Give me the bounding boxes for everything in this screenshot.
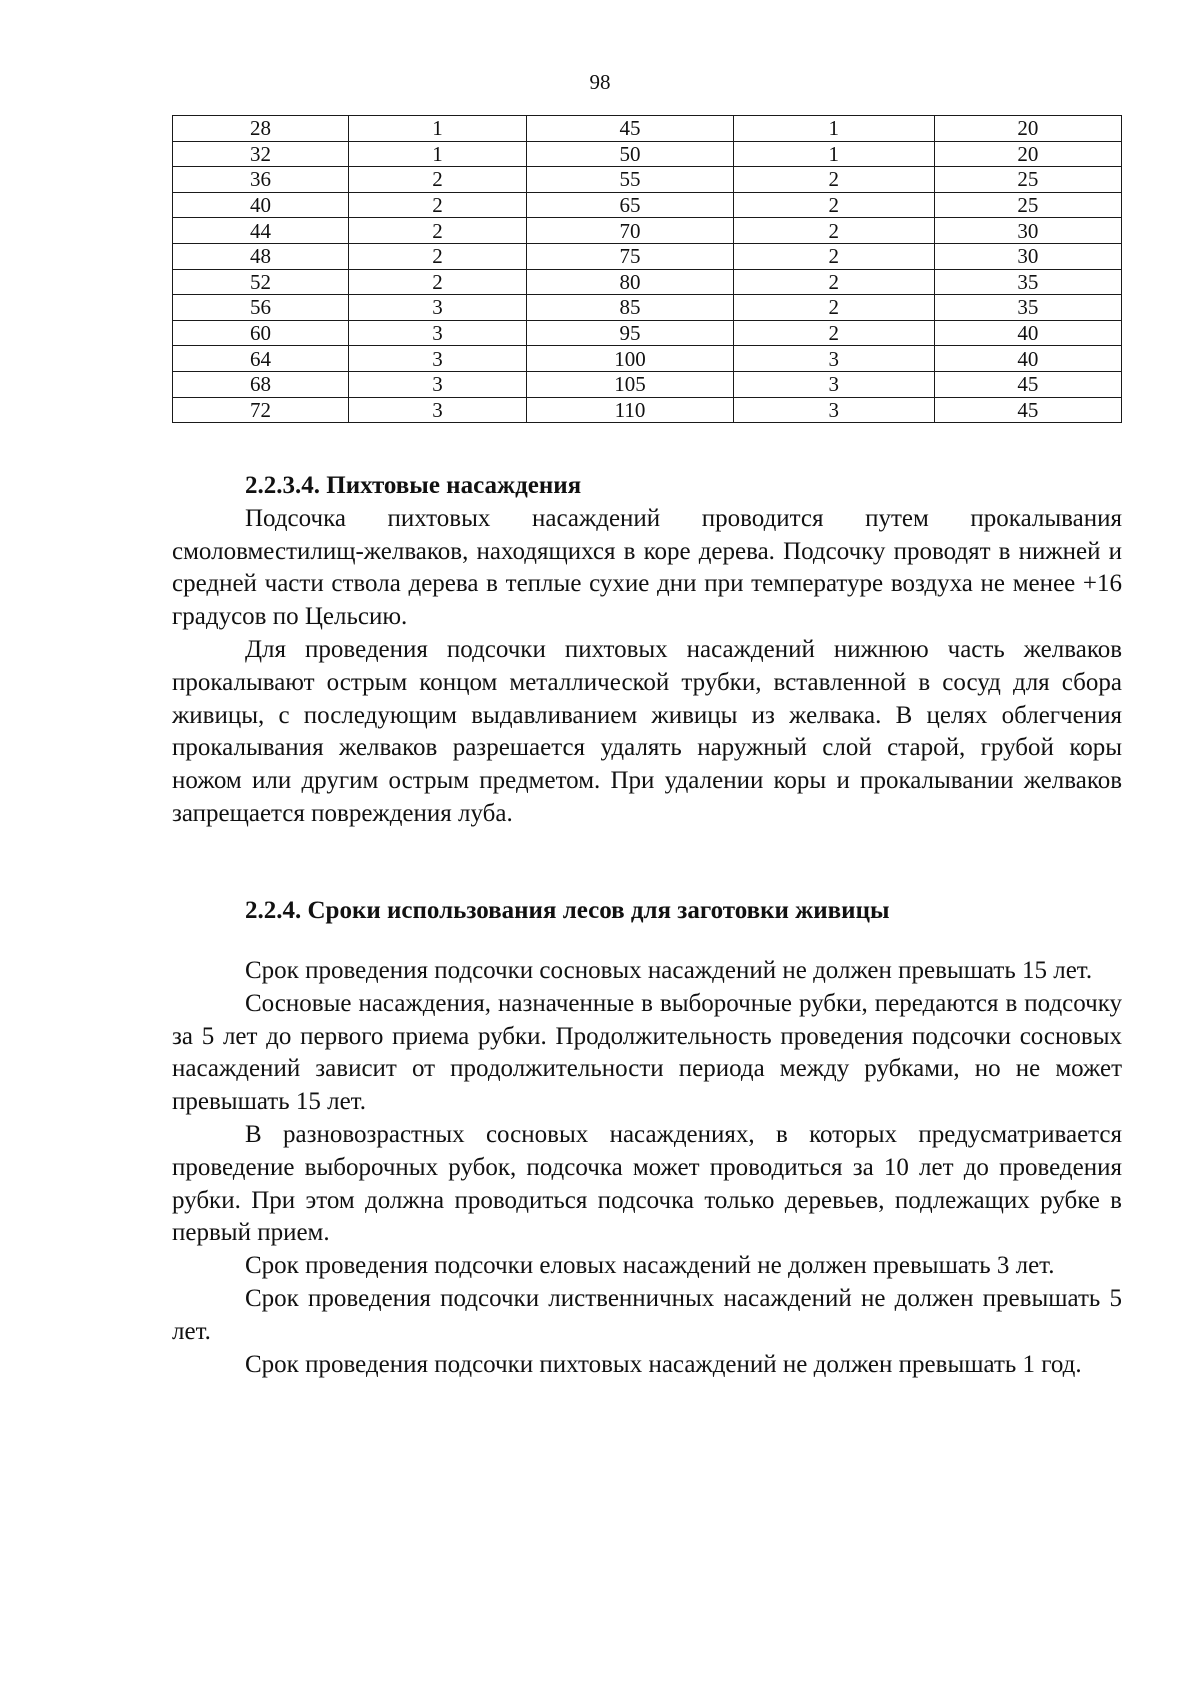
table-cell: 2 (349, 218, 527, 244)
table-row (173, 346, 1122, 372)
table-cell: 40 (934, 320, 1121, 346)
table-cell: 1 (733, 141, 934, 167)
page-number: 98 (589, 70, 611, 94)
paragraph: Сосновые насаждения, назначенные в выборочные рубки, передаются в подсочку за 5 лет до первого приема рубки. Продолжительность проведения подсочки сосновых насаждений зависит от продолжительности периода между рубками, но не может превышать 15 лет. (172, 989, 1122, 1116)
table-cell: 35 (934, 269, 1121, 295)
table-cell: 1 (349, 116, 527, 142)
data-table (172, 115, 1122, 423)
table-cell: 100 (527, 346, 734, 372)
table-row (173, 192, 1122, 218)
table-row (173, 141, 1122, 167)
table-cell: 45 (934, 371, 1121, 397)
table-row (173, 371, 1122, 397)
paragraph: Срок проведения подсочки сосновых насаждений не должен превышать 15 лет. (245, 957, 1093, 984)
table-cell: 30 (934, 218, 1121, 244)
paragraph: Подсочка пихтовых насаждений проводится путем прокалывания смоловместилищ-желваков, находящихся в коре дерева. Подсочку проводят в нижней и средней части ствола дерева в теплые сухие дни при температуре воздуха не менее +16 градусов по Цельсию. (172, 504, 1122, 631)
table-cell: 2 (733, 243, 934, 269)
table-cell: 35 (934, 295, 1121, 321)
table-cell: 50 (527, 141, 734, 167)
table-cell: 1 (733, 116, 934, 142)
table-cell: 2 (349, 243, 527, 269)
table-cell: 3 (349, 371, 527, 397)
table-cell: 32 (173, 141, 349, 167)
table-row (173, 320, 1122, 346)
table-cell: 20 (934, 116, 1121, 142)
table-cell: 95 (527, 320, 734, 346)
table-cell: 40 (173, 192, 349, 218)
table-cell: 56 (173, 295, 349, 321)
table-cell: 2 (733, 269, 934, 295)
table-cell: 65 (527, 192, 734, 218)
paragraph: Срок проведения подсочки пихтовых насаждений не должен превышать 1 год. (245, 1350, 1082, 1378)
table-cell: 30 (934, 243, 1121, 269)
table-cell: 48 (173, 243, 349, 269)
paragraph: Для проведения подсочки пихтовых насаждений нижнюю часть желваков прокалывают острым концом металлической трубки, вставленной в сосуд для сбора живицы, с последующим выдавливанием живицы из желвака. В целях облегчения прокалывания желваков разрешается удалять наружный слой старой, грубой коры ножом или другим острым предметом. При удалении коры и прокалывании желваков запрещается повреждения луба. (172, 635, 1122, 827)
section-heading: 2.2.4. Сроки использования лесов для заготовки живицы (245, 897, 890, 924)
table-cell: 44 (173, 218, 349, 244)
table-cell: 3 (733, 397, 934, 423)
table-cell: 3 (733, 346, 934, 372)
table-cell: 2 (349, 167, 527, 193)
table-cell: 25 (934, 167, 1121, 193)
section-terms-heading-block (172, 895, 1122, 928)
table-cell: 28 (173, 116, 349, 142)
table-cell: 60 (173, 320, 349, 346)
table-cell: 3 (349, 295, 527, 321)
table-cell: 52 (173, 269, 349, 295)
table-row (173, 243, 1122, 269)
table-cell: 2 (733, 295, 934, 321)
table-row (173, 218, 1122, 244)
table-cell: 25 (934, 192, 1121, 218)
table-cell: 105 (527, 371, 734, 397)
table-row (173, 116, 1122, 142)
table-cell: 85 (527, 295, 734, 321)
table-cell: 2 (733, 218, 934, 244)
table-cell: 75 (527, 243, 734, 269)
table-cell: 20 (934, 141, 1121, 167)
table-cell: 110 (527, 397, 734, 423)
section-fir-stands (172, 470, 1122, 831)
paragraph: В разновозрастных сосновых насаждениях, в которых предусматривается проведение выборочных рубок, подсочка может проводиться за 10 лет до проведения рубки. При этом должна проводиться подсочка только деревьев, подлежащих рубке в первый прием. (172, 1120, 1122, 1247)
paragraph: Срок проведения подсочки лиственничных насаждений не должен превышать 5 лет. (172, 1284, 1122, 1345)
table-cell: 1 (349, 141, 527, 167)
section-heading: 2.2.3.4. Пихтовые насаждения (245, 472, 582, 499)
table-cell: 80 (527, 269, 734, 295)
table-cell: 3 (733, 371, 934, 397)
table-cell: 55 (527, 167, 734, 193)
table-cell: 72 (173, 397, 349, 423)
paragraph: Срок проведения подсочки еловых насаждений не должен превышать 3 лет. (245, 1252, 1055, 1280)
table-cell: 2 (733, 192, 934, 218)
table-cell: 2 (733, 167, 934, 193)
table-row (173, 397, 1122, 423)
table-cell: 40 (934, 346, 1121, 372)
table-row (173, 269, 1122, 295)
table-cell: 68 (173, 371, 349, 397)
table-cell: 2 (349, 269, 527, 295)
table-cell: 2 (733, 320, 934, 346)
table-cell: 3 (349, 397, 527, 423)
table-cell: 3 (349, 320, 527, 346)
table-row (173, 167, 1122, 193)
table-cell: 70 (527, 218, 734, 244)
table-cell: 2 (349, 192, 527, 218)
table-cell: 45 (934, 397, 1121, 423)
section-terms-body (172, 955, 1122, 1381)
table-cell: 45 (527, 116, 734, 142)
table-cell: 36 (173, 167, 349, 193)
table-cell: 3 (349, 346, 527, 372)
table-cell: 64 (173, 346, 349, 372)
table-row (173, 295, 1122, 321)
